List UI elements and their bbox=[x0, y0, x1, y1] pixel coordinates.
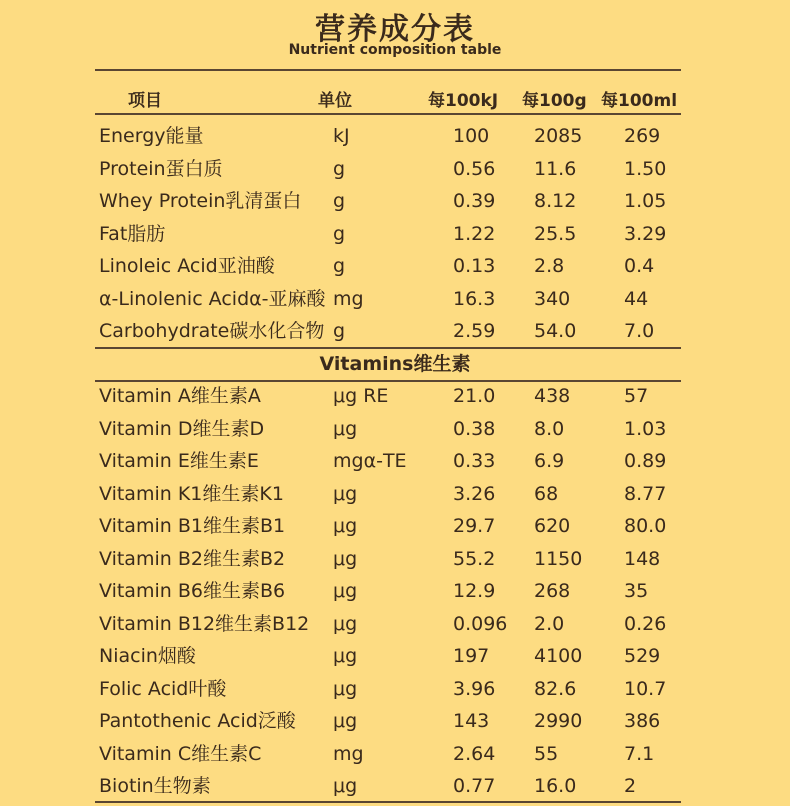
unit-cell: mgα-TE bbox=[333, 450, 407, 472]
table-row bbox=[0, 218, 790, 250]
per-100g-cell: 82.6 bbox=[534, 677, 577, 700]
per-100ml-cell: 80.0 bbox=[624, 515, 667, 537]
per-100kj-cell: 0.38 bbox=[453, 417, 496, 440]
per-100ml-cell: 0.26 bbox=[624, 612, 667, 635]
per-100g-cell: 4100 bbox=[534, 645, 583, 667]
per-100kj-cell: 3.96 bbox=[453, 677, 496, 700]
per-100ml-cell: 1.50 bbox=[624, 157, 667, 180]
per-100g-cell: 8.0 bbox=[534, 417, 565, 440]
nutrient-name: Vitamin K1维生素K1 bbox=[99, 482, 284, 505]
per-100kj-cell: 2.64 bbox=[453, 742, 496, 765]
nutrient-name: Carbohydrate碳水化合物 bbox=[99, 320, 325, 342]
per-100ml-cell: 44 bbox=[624, 287, 649, 310]
table-row bbox=[0, 250, 790, 282]
per-100kj-cell: 0.56 bbox=[453, 157, 496, 180]
nutrient-name: Niacin烟酸 bbox=[99, 645, 196, 667]
unit-cell: μg bbox=[333, 645, 358, 667]
per-100g-cell: 438 bbox=[534, 385, 571, 407]
unit-cell: g bbox=[333, 157, 346, 180]
per-100kj-cell: 100 bbox=[453, 125, 490, 147]
unit-cell: μg bbox=[333, 710, 358, 732]
unit-cell: μg bbox=[333, 775, 358, 797]
vitamins-section-title: Vitamins维生素 bbox=[319, 353, 471, 375]
table-row bbox=[0, 185, 790, 217]
per-100kj-cell: 16.3 bbox=[453, 287, 496, 310]
per-100ml-cell: 3.29 bbox=[624, 222, 667, 245]
per-100kj-cell: 0.77 bbox=[453, 775, 496, 797]
nutrient-name: Vitamin D维生素D bbox=[99, 417, 265, 440]
table-row bbox=[0, 770, 790, 802]
per-100g-cell: 2990 bbox=[534, 710, 583, 732]
top-rule bbox=[95, 69, 681, 71]
unit-cell: kJ bbox=[333, 125, 350, 147]
table-title: 营养成分表 bbox=[315, 12, 475, 47]
table-row bbox=[0, 478, 790, 510]
table-row bbox=[0, 120, 790, 152]
per-100kj-cell: 0.096 bbox=[453, 612, 508, 635]
nutrient-name: Linoleic Acid亚油酸 bbox=[99, 255, 275, 277]
bottom-rule bbox=[95, 801, 681, 803]
unit-cell: μg bbox=[333, 677, 358, 700]
table-subtitle: Nutrient composition table bbox=[288, 42, 502, 58]
header-per-100kj: 每100kJ bbox=[428, 91, 499, 111]
nutrient-name: Folic Acid叶酸 bbox=[99, 677, 227, 700]
header-per-100g: 每100g bbox=[522, 91, 587, 111]
per-100ml-cell: 35 bbox=[624, 580, 649, 602]
unit-cell: g bbox=[333, 190, 346, 212]
table-row bbox=[0, 283, 790, 315]
per-100g-cell: 620 bbox=[534, 515, 571, 537]
per-100g-cell: 68 bbox=[534, 482, 559, 505]
unit-cell: g bbox=[333, 320, 346, 342]
header-unit: 单位 bbox=[318, 91, 352, 111]
per-100kj-cell: 21.0 bbox=[453, 385, 496, 407]
unit-cell: mg bbox=[333, 287, 364, 310]
per-100g-cell: 340 bbox=[534, 287, 571, 310]
table-row bbox=[0, 575, 790, 607]
nutrient-name: Vitamin C维生素C bbox=[99, 742, 262, 765]
nutrient-name: Pantothenic Acid泛酸 bbox=[99, 710, 296, 732]
per-100ml-cell: 57 bbox=[624, 385, 649, 407]
per-100kj-cell: 1.22 bbox=[453, 222, 496, 245]
per-100g-cell: 1150 bbox=[534, 547, 583, 570]
per-100g-cell: 268 bbox=[534, 580, 571, 602]
per-100ml-cell: 2 bbox=[624, 775, 637, 797]
per-100kj-cell: 0.39 bbox=[453, 190, 496, 212]
nutrient-name: Vitamin E维生素E bbox=[99, 450, 259, 472]
per-100ml-cell: 8.77 bbox=[624, 482, 667, 505]
per-100kj-cell: 143 bbox=[453, 710, 490, 732]
nutrient-name: Vitamin B6维生素B6 bbox=[99, 580, 286, 602]
table-row bbox=[0, 640, 790, 672]
per-100kj-cell: 29.7 bbox=[453, 515, 496, 537]
table-row bbox=[0, 738, 790, 770]
per-100g-cell: 16.0 bbox=[534, 775, 577, 797]
nutrient-name: Vitamin B12维生素B12 bbox=[99, 612, 310, 635]
per-100g-cell: 55 bbox=[534, 742, 559, 765]
per-100g-cell: 2.8 bbox=[534, 255, 565, 277]
per-100g-cell: 6.9 bbox=[534, 450, 565, 472]
unit-cell: μg bbox=[333, 612, 358, 635]
table-row bbox=[0, 445, 790, 477]
per-100g-cell: 2085 bbox=[534, 125, 583, 147]
nutrient-name: Vitamin A维生素A bbox=[99, 385, 261, 407]
per-100ml-cell: 0.89 bbox=[624, 450, 667, 472]
table-row bbox=[0, 608, 790, 640]
nutrient-name: Vitamin B2维生素B2 bbox=[99, 547, 286, 570]
per-100ml-cell: 1.05 bbox=[624, 190, 667, 212]
per-100ml-cell: 0.4 bbox=[624, 255, 655, 277]
nutrient-name: Protein蛋白质 bbox=[99, 157, 223, 180]
per-100kj-cell: 0.33 bbox=[453, 450, 496, 472]
unit-cell: μg RE bbox=[333, 385, 389, 407]
per-100ml-cell: 7.0 bbox=[624, 320, 655, 342]
unit-cell: g bbox=[333, 222, 346, 245]
per-100g-cell: 54.0 bbox=[534, 320, 577, 342]
header-per-100ml: 每100ml bbox=[601, 91, 678, 111]
per-100ml-cell: 269 bbox=[624, 125, 661, 147]
header-rule bbox=[95, 113, 681, 115]
table-row bbox=[0, 315, 790, 347]
per-100ml-cell: 10.7 bbox=[624, 677, 667, 700]
per-100ml-cell: 386 bbox=[624, 710, 661, 732]
table-row bbox=[0, 153, 790, 185]
table-row bbox=[0, 673, 790, 705]
nutrient-name: Fat脂肪 bbox=[99, 222, 166, 245]
per-100kj-cell: 0.13 bbox=[453, 255, 496, 277]
unit-cell: μg bbox=[333, 417, 358, 440]
nutrient-name: Energy能量 bbox=[99, 125, 204, 147]
table-row bbox=[0, 705, 790, 737]
per-100g-cell: 8.12 bbox=[534, 190, 577, 212]
per-100kj-cell: 2.59 bbox=[453, 320, 496, 342]
per-100ml-cell: 1.03 bbox=[624, 417, 667, 440]
unit-cell: μg bbox=[333, 482, 358, 505]
per-100kj-cell: 12.9 bbox=[453, 580, 496, 602]
unit-cell: μg bbox=[333, 515, 358, 537]
per-100g-cell: 11.6 bbox=[534, 157, 577, 180]
per-100g-cell: 2.0 bbox=[534, 612, 565, 635]
nutrient-name: Vitamin B1维生素B1 bbox=[99, 515, 286, 537]
header-item: 项目 bbox=[128, 91, 162, 111]
table-row bbox=[0, 413, 790, 445]
table-row bbox=[0, 543, 790, 575]
unit-cell: μg bbox=[333, 547, 358, 570]
per-100ml-cell: 529 bbox=[624, 645, 661, 667]
nutrient-name: α-Linolenic Acidα-亚麻酸 bbox=[99, 287, 326, 310]
unit-cell: mg bbox=[333, 742, 364, 765]
per-100g-cell: 25.5 bbox=[534, 222, 577, 245]
unit-cell: μg bbox=[333, 580, 358, 602]
per-100ml-cell: 148 bbox=[624, 547, 661, 570]
per-100kj-cell: 55.2 bbox=[453, 547, 496, 570]
table-row bbox=[0, 510, 790, 542]
per-100kj-cell: 3.26 bbox=[453, 482, 496, 505]
table-row bbox=[0, 380, 790, 412]
per-100ml-cell: 7.1 bbox=[624, 742, 655, 765]
per-100kj-cell: 197 bbox=[453, 645, 490, 667]
nutrient-name: Biotin生物素 bbox=[99, 775, 211, 797]
unit-cell: g bbox=[333, 255, 346, 277]
nutrient-name: Whey Protein乳清蛋白 bbox=[99, 190, 302, 212]
